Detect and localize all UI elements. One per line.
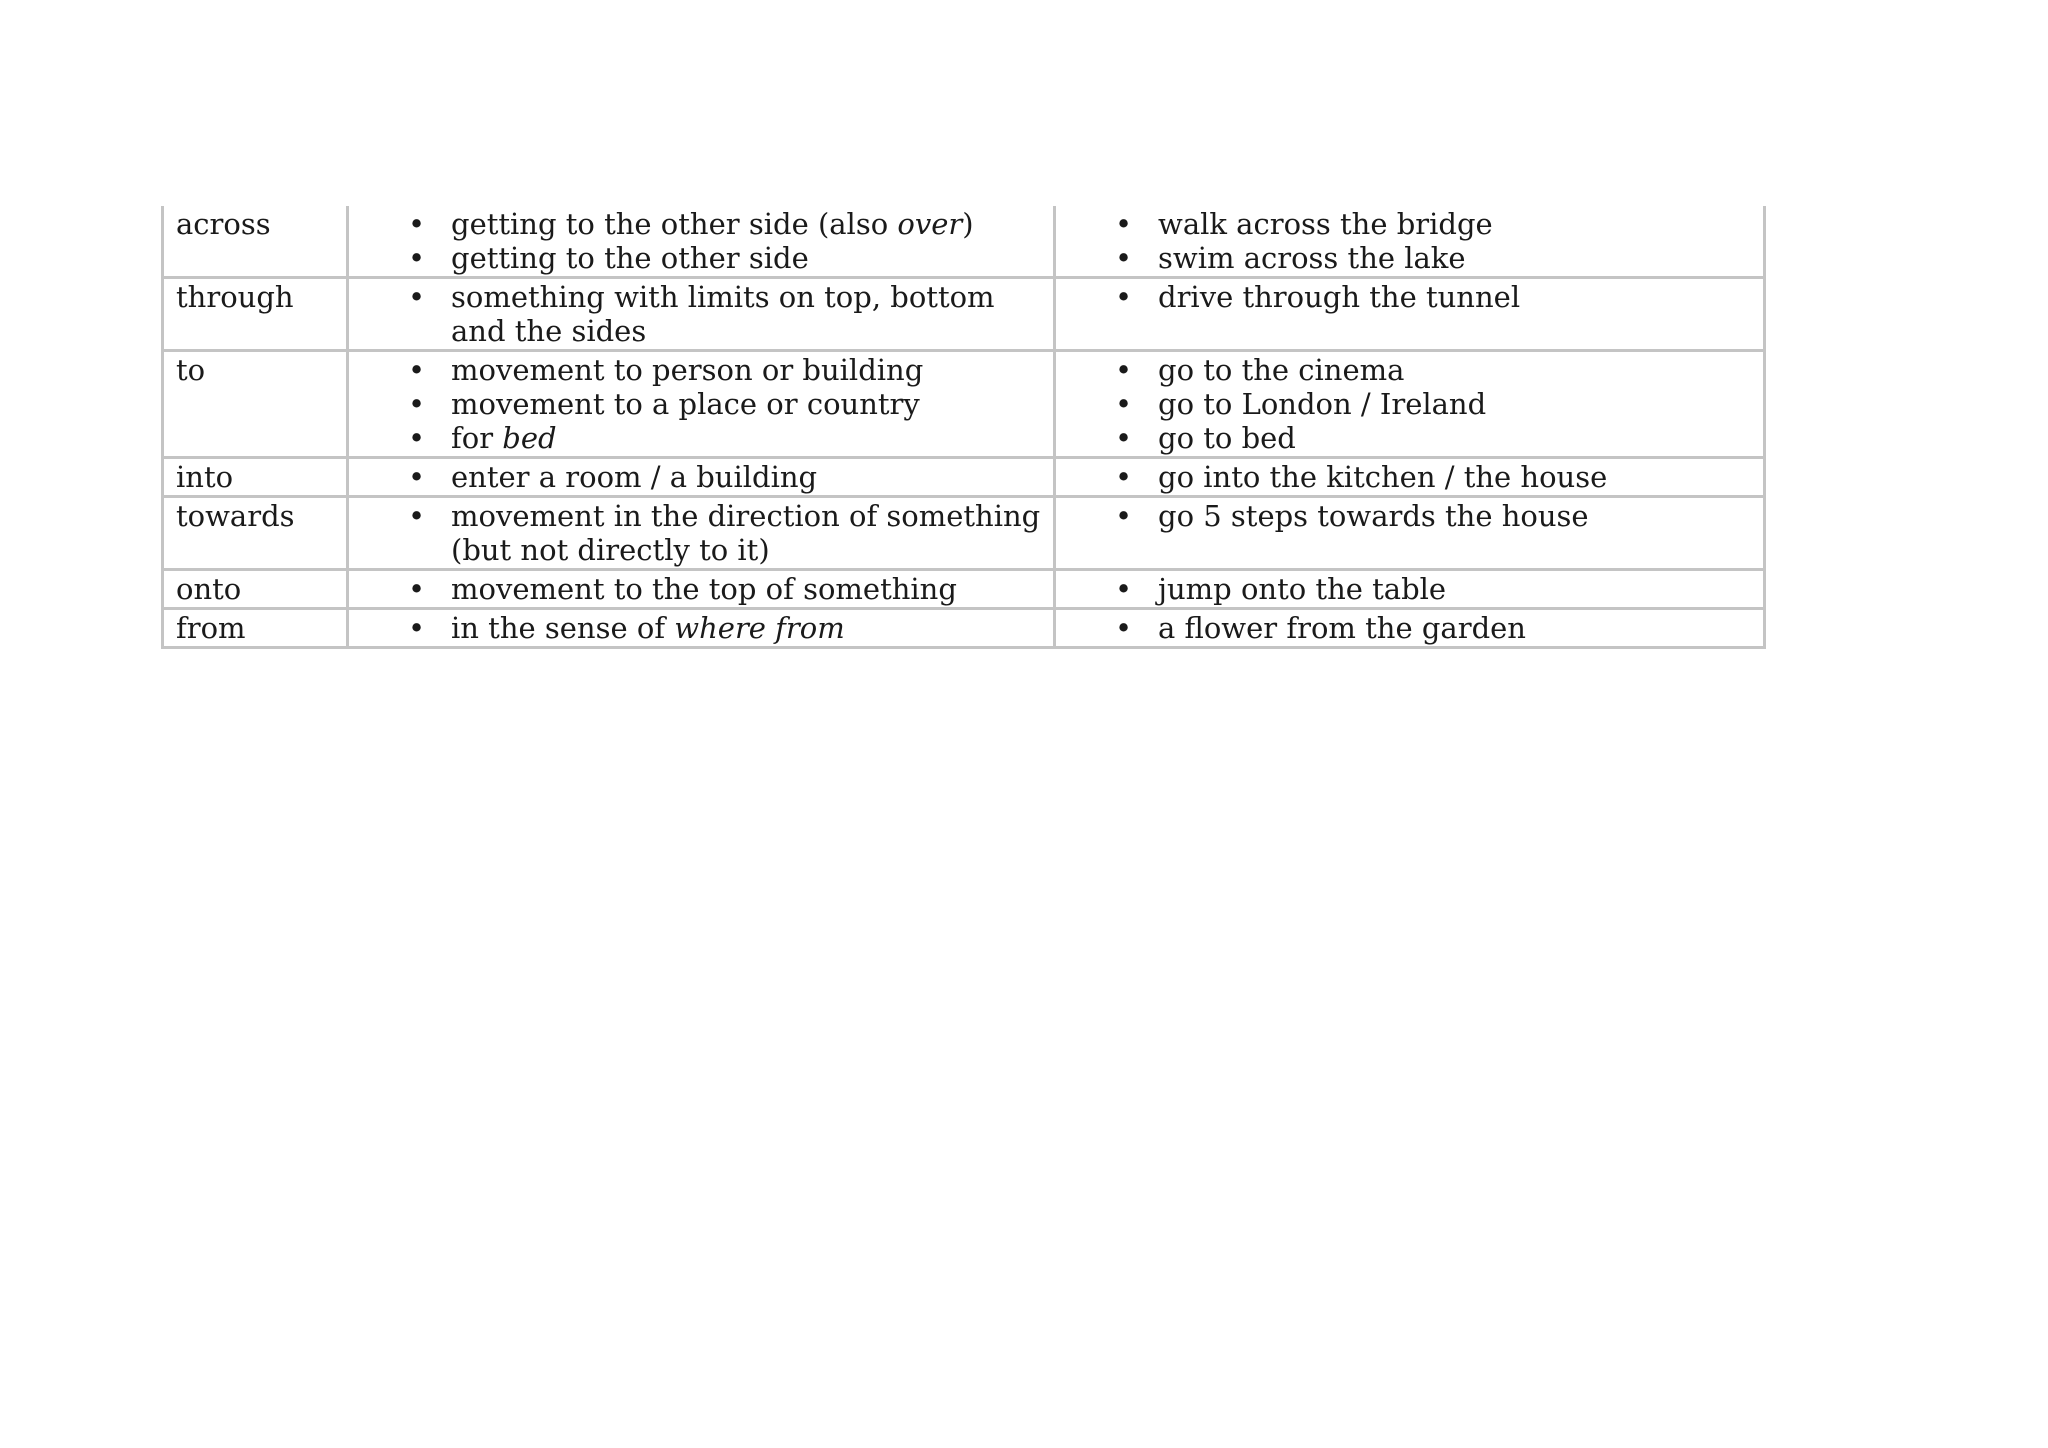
list-item: • go 5 steps towards the house [1068,499,1751,533]
prepositions-table [161,206,1766,649]
example-cell [1055,609,1765,648]
usage-cell [348,351,1055,458]
usage-list [361,280,1041,348]
list-item: • a flower from the garden [1068,611,1751,645]
example-cell [1055,351,1765,458]
example-list [1068,611,1751,645]
usage-list [361,499,1041,567]
list-item: • movement to a place or country [361,387,1041,421]
example-list [1068,207,1751,275]
table-row [163,206,1765,278]
preposition-cell [163,609,348,648]
list-item: • enter a room / a building [361,460,1041,494]
list-item: • drive through the tunnel [1068,280,1751,314]
example-cell [1055,458,1765,497]
preposition-cell [163,278,348,351]
list-item: • movement in the direction of something (but not directly to it) [361,499,1041,567]
usage-cell [348,278,1055,351]
table-row [163,278,1765,351]
preposition-word: towards [176,499,295,533]
example-list [1068,572,1751,606]
list-item: • jump onto the table [1068,572,1751,606]
example-cell [1055,206,1765,278]
example-cell [1055,570,1765,609]
usage-list [361,353,1041,455]
table-row [163,609,1765,648]
usage-list [361,207,1041,275]
usage-list [361,611,1041,645]
preposition-cell [163,570,348,609]
table-row [163,497,1765,570]
usage-cell [348,458,1055,497]
list-item: • go to the cinema [1068,353,1751,387]
list-item: • getting to the other side [361,241,1041,275]
preposition-cell [163,497,348,570]
preposition-cell [163,206,348,278]
example-list [1068,499,1751,533]
list-item: • getting to the other side (also over) [361,207,1041,241]
usage-list [361,572,1041,606]
list-item: • something with limits on top, bottom and the sides [361,280,1041,348]
usage-cell [348,570,1055,609]
example-list [1068,280,1751,314]
list-item: • go to bed [1068,421,1751,455]
list-item: • movement to the top of something [361,572,1041,606]
usage-cell [348,609,1055,648]
example-list [1068,353,1751,455]
list-item: • in the sense of where from [361,611,1041,645]
preposition-word: into [176,460,234,494]
preposition-word: through [176,280,294,314]
list-item: • walk across the bridge [1068,207,1751,241]
example-cell [1055,497,1765,570]
list-item: • swim across the lake [1068,241,1751,275]
usage-cell [348,497,1055,570]
table-row [163,458,1765,497]
list-item: • movement to person or building [361,353,1041,387]
preposition-word: onto [176,572,242,606]
preposition-word: from [176,611,246,645]
table-row [163,351,1765,458]
preposition-word: across [176,207,271,241]
example-cell [1055,278,1765,351]
example-list [1068,460,1751,494]
usage-list [361,460,1041,494]
list-item: • go into the kitchen / the house [1068,460,1751,494]
preposition-word: to [176,353,206,387]
list-item: • go to London / Ireland [1068,387,1751,421]
preposition-cell [163,458,348,497]
preposition-cell [163,351,348,458]
usage-cell [348,206,1055,278]
list-item: • for bed [361,421,1041,455]
table-row [163,570,1765,609]
